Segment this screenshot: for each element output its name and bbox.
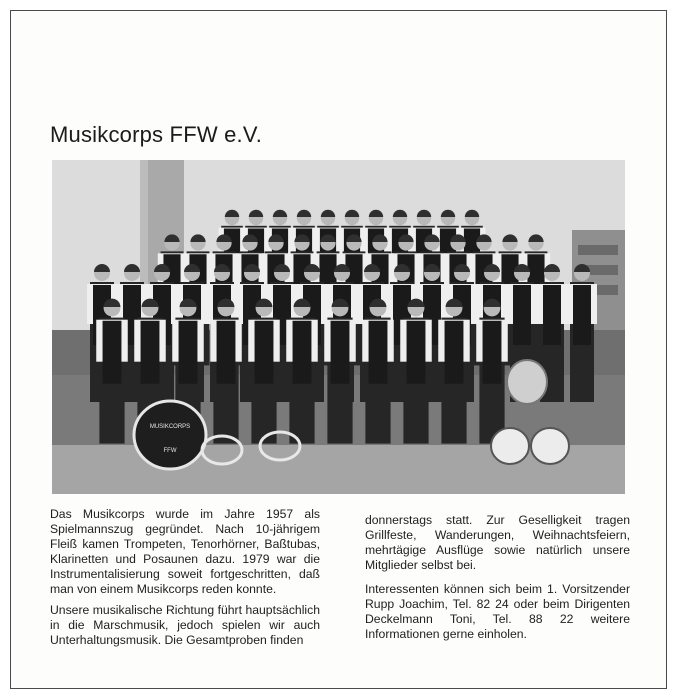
- snare-drum-left: [491, 428, 529, 464]
- snare-drum-right: [531, 428, 569, 464]
- page-title: Musikcorps FFW e.V.: [50, 122, 263, 147]
- band-member: [286, 299, 318, 444]
- paragraph-contact: Interessenten können sich beim 1. Vorsitzender Rupp Joachim, Tel. 82 24 oder beim Dirigenten Deckelmann Toni, Tel. 88 22 weitere Informationen gerne einholen.: [365, 582, 630, 641]
- band-member: [324, 299, 356, 444]
- text-column-right: [365, 513, 630, 648]
- band-member: [362, 299, 394, 444]
- band-member: [438, 299, 470, 444]
- text-column-left: [50, 507, 320, 654]
- band-member: [567, 264, 597, 402]
- paragraph-social: donnerstags statt. Zur Geselligkeit tragen Grillfeste, Wanderungen, Weihnachtsfeiern, mehrtägige Ausflüge sowie natürlich unsere Mitglieder selbst bei.: [365, 513, 630, 572]
- tuba: [507, 360, 547, 404]
- band-member: [248, 299, 280, 444]
- band-member: [96, 299, 128, 444]
- paragraph-history: Das Musikcorps wurde im Jahre 1957 als Spielmannszug gegründet. Nach 10-jährigem Fleiß kamen Trompeten, Tenorhörner, Baßtubas, Klarinetten und Posaunen dazu. 1979 war die Instrumentalisierung soweit fortgeschritten, daß man von einem Musikcorps reden konnte.: [50, 507, 320, 596]
- drum-text-bottom: FFW: [163, 448, 177, 454]
- band-member: [400, 299, 432, 444]
- drum-text-top: MUSIKCORPS: [149, 424, 191, 430]
- group-photo: [52, 160, 625, 494]
- paragraph-direction: Unsere musikalische Richtung führt hauptsächlich in die Marschmusik, jedoch spielen wir auch Unterhaltungsmusik. Die Gesamtproben finden: [50, 603, 320, 647]
- band-member: [210, 299, 242, 444]
- bass-drum: [134, 401, 206, 469]
- group-photo-illustration: [52, 160, 625, 494]
- band-member: [476, 299, 508, 444]
